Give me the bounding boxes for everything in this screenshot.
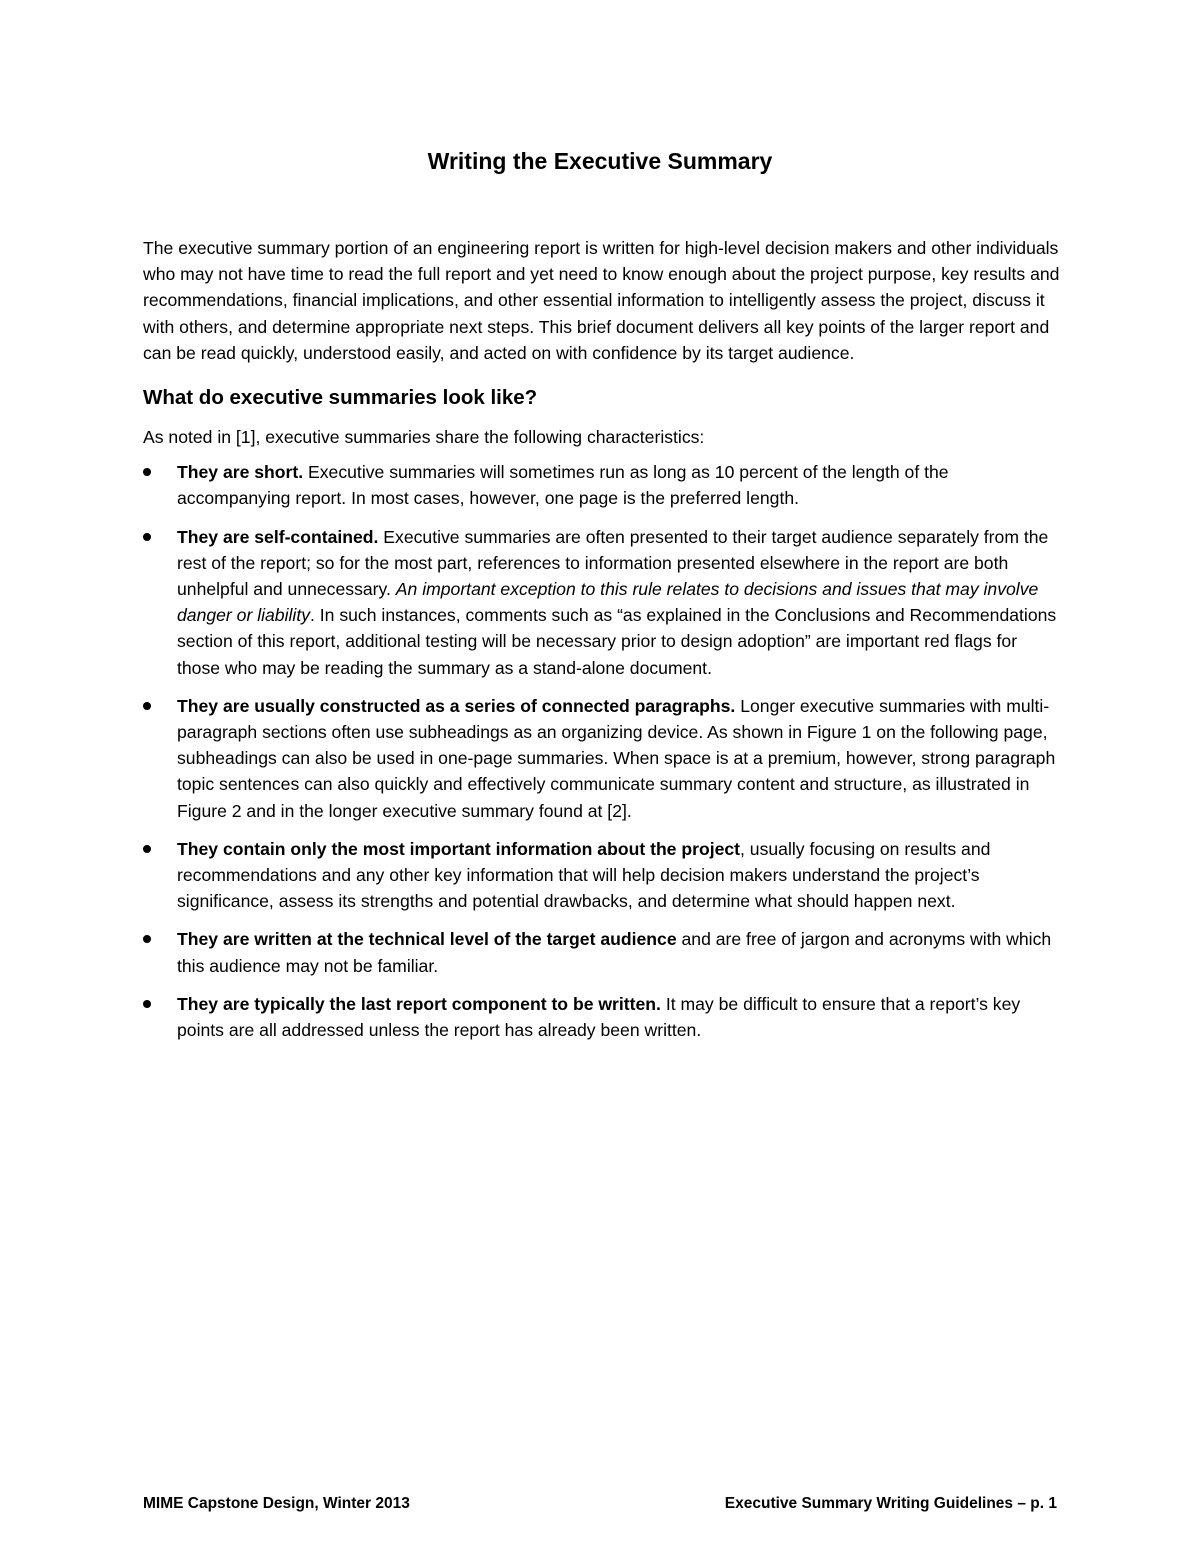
bullet-lead: They are written at the technical level of the target audience: [177, 929, 677, 950]
section-heading: What do executive summaries look like?: [143, 386, 538, 410]
bullet-icon: [143, 845, 151, 853]
page-title: Writing the Executive Summary: [427, 148, 773, 174]
list-item: [143, 459, 1063, 511]
characteristics-list: [143, 459, 1063, 1043]
bullet-text-continued: . In such instances, comments such as “as explained in the Conclusions and Recommendations section of this report, additional testing will be necessary prior to design adoption” are important red flags for those who may be reading the summary as a stand-alone document.: [177, 605, 1057, 678]
bullet-lead: They are self-contained.: [177, 526, 379, 547]
bullet-text: , usually focusing on results and recommendations and any other key information that will help decision makers understand the project’s significance, assess its strengths and potential drawbacks, and determine what should happen next.: [177, 838, 991, 912]
bullet-italic-text: An important exception to this rule relates to decisions and issues that may involve danger or liability: [177, 579, 1039, 626]
bullet-icon: [143, 935, 151, 943]
footer-course-label: MIME Capstone Design, Winter 2013: [143, 1495, 410, 1512]
footer-page-label: Executive Summary Writing Guidelines – p. 1: [724, 1495, 1057, 1512]
bullet-text: It may be difficult to ensure that a report’s key points are all addressed unless the report has already been written.: [177, 993, 1021, 1041]
bullet-icon: [143, 1000, 151, 1008]
lead-paragraph: As noted in [1], executive summaries share the following characteristics:: [143, 427, 705, 448]
bullet-lead: They are usually constructed as a series of connected paragraphs.: [177, 695, 736, 716]
bullet-icon: [143, 533, 151, 541]
list-item: [143, 836, 1063, 915]
bullet-lead: They are typically the last report component to be written.: [177, 993, 661, 1014]
list-item: [143, 524, 1063, 681]
bullet-icon: [143, 468, 151, 476]
list-item: [143, 693, 1063, 824]
bullet-lead: They contain only the most important information about the project: [177, 838, 741, 859]
bullet-text: Executive summaries are often presented to their target audience separately from the rest of the report; so for the most part, references to information presented elsewhere in the report are both unhelpful and unnecessary.: [177, 526, 1049, 600]
list-item: [143, 991, 1063, 1043]
document-body: [143, 235, 1063, 1055]
bullet-text: and are free of jargon and acronyms with which this audience may not be familiar.: [177, 929, 1052, 976]
bullet-lead: They are short.: [177, 462, 304, 483]
list-item: [143, 926, 1063, 978]
intro-paragraph: The executive summary portion of an engineering report is written for high-level decision makers and other individuals who may not have time to read the full report and yet need to know enough about the project purpose, key results and recommendations, financial implications, and other essential information to intelligently assess the project, discuss it with others, and determine appropriate next steps. This brief document delivers all key points of the larger report and can be read quickly, understood easily, and acted on with confidence by its target audience.: [143, 238, 1060, 363]
bullet-icon: [143, 702, 151, 710]
bullet-text: Longer executive summaries with multi-paragraph sections often use subheadings as an organizing device. As shown in Figure 1 on the following page, subheadings can also be used in one-page summaries. When space is at a premium, however, strong paragraph topic sentences can also quickly and effectively communicate summary content and structure, as illustrated in Figure 2 and in the longer executive summary found at [2].: [177, 695, 1056, 821]
bullet-text: Executive summaries will sometimes run as long as 10 percent of the length of the accompanying report. In most cases, however, one page is the preferred length.: [177, 462, 949, 509]
